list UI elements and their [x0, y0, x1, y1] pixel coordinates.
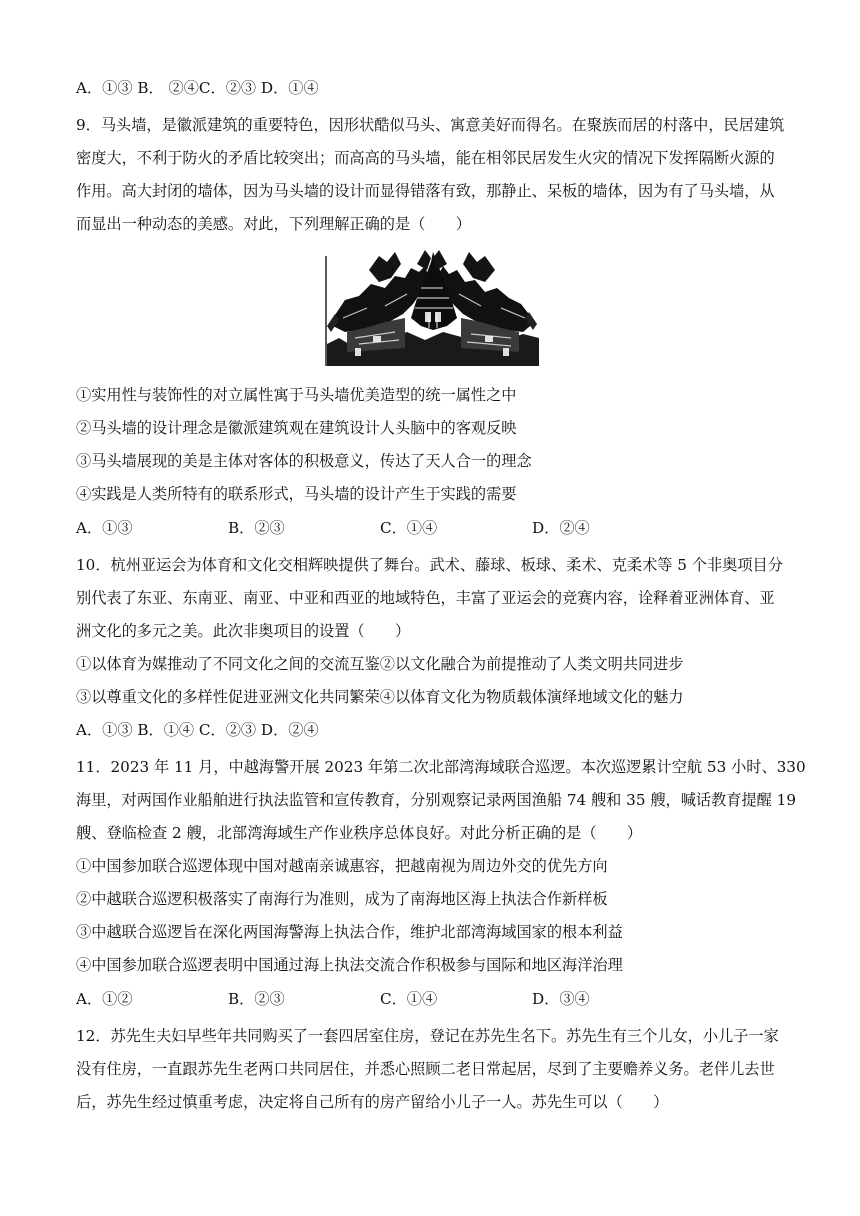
q11-option-b: B．②③ — [228, 990, 285, 1008]
q11-statement-2: ②中越联合巡逻积极落实了南海行为准则，成为了南海地区海上执法合作新样板 — [76, 890, 608, 908]
q11-statement-3: ③中越联合巡逻旨在深化两国海警海上执法合作，维护北部湾海域国家的根本利益 — [76, 923, 623, 941]
q9-statement-2: ②马头墙的设计理念是徽派建筑观在建筑设计人头脑中的客观反映 — [76, 419, 517, 437]
q10-options: A．①③ B．①④ C．②③ D．②④ — [76, 721, 319, 739]
q9-statement-3: ③马头墙展现的美是主体对客体的积极意义，传达了天人合一的理念 — [76, 452, 532, 470]
q9-options — [76, 518, 786, 538]
q11-stem-line-3: 艘、登临检查 2 艘，北部湾海域生产作业秩序总体良好。对此分析正确的是（ ） — [76, 824, 643, 842]
q9-stem-line-1: 9．马头墙，是徽派建筑的重要特色，因形状酷似马头、寓意美好而得名。在聚族而居的村落中，民居建筑 — [76, 116, 785, 134]
q10-stem-line-1: 10．杭州亚运会为体育和文化交相辉映提供了舞台。武术、藤球、板球、柔术、克柔术等 5 个非奥项目分 — [76, 556, 783, 574]
q11-statement-4: ④中国参加联合巡逻表明中国通过海上执法交流合作积极参与国际和地区海洋治理 — [76, 956, 623, 974]
q11-stem-line-2: 海里，对两国作业船舶进行执法监管和宣传教育，分别观察记录两国渔船 74 艘和 35 艘，喊话教育提醒 19 — [76, 791, 796, 809]
q9-stem-line-3: 作用。高大封闭的墙体，因为马头墙的设计而显得错落有致，那静止、呆板的墙体，因为有了马头墙，从 — [76, 182, 775, 200]
q12-stem-line-3: 后，苏先生经过慎重考虑，决定将自己所有的房产留给小儿子一人。苏先生可以（ ） — [76, 1093, 669, 1111]
q10-stem-line-3: 洲文化的多元之美。此次非奥项目的设置（ ） — [76, 622, 411, 640]
q12-stem-line-1: 12．苏先生夫妇早些年共同购买了一套四居室住房，登记在苏先生名下。苏先生有三个儿女，小儿子一家 — [76, 1027, 779, 1045]
q9-option-b: B．②③ — [228, 519, 285, 537]
horse-head-wall-figure — [325, 248, 539, 366]
q11-option-a: A．①② — [76, 990, 133, 1008]
q9-stem-line-4: 而显出一种动态的美感。对此，下列理解正确的是（ ） — [76, 215, 471, 233]
q9-option-a: A．①③ — [76, 519, 133, 537]
q11-options — [76, 989, 786, 1009]
q9-option-d: D．②④ — [532, 519, 590, 537]
q11-option-d: D．③④ — [532, 990, 590, 1008]
q8-options: A．①③ B． ②④C．②③ D．①④ — [76, 79, 319, 97]
q10-statement-1: ①以体育为媒推动了不同文化之间的交流互鉴②以文化融合为前提推动了人类文明共同进步 — [76, 655, 684, 673]
q9-option-c: C．①④ — [380, 519, 438, 537]
q9-stem-line-2: 密度大，不利于防火的矛盾比较突出；而高高的马头墙，能在相邻民居发生火灾的情况下发挥隔断火源的 — [76, 149, 775, 167]
q11-option-c: C．①④ — [380, 990, 438, 1008]
horse-head-wall-image — [325, 248, 539, 366]
q12-stem-line-2: 没有住房，一直跟苏先生老两口共同居住，并悉心照顾二老日常起居，尽到了主要赡养义务。老伴儿去世 — [76, 1060, 775, 1078]
q10-stem-line-2: 别代表了东亚、东南亚、南亚、中亚和西亚的地域特色，丰富了亚运会的竞赛内容，诠释着亚洲体育、亚 — [76, 589, 775, 607]
q11-statement-1: ①中国参加联合巡逻体现中国对越南亲诚惠容，把越南视为周边外交的优先方向 — [76, 857, 608, 875]
q11-stem-line-1: 11．2023 年 11 月，中越海警开展 2023 年第二次北部湾海域联合巡逻。本次巡逻累计空航 53 小时、330 — [76, 758, 806, 776]
q9-statement-4: ④实践是人类所特有的联系形式，马头墙的设计产生于实践的需要 — [76, 485, 517, 503]
q10-statement-2: ③以尊重文化的多样性促进亚洲文化共同繁荣④以体育文化为物质载体演绎地域文化的魅力 — [76, 688, 684, 706]
q9-statement-1: ①实用性与装饰性的对立属性寓于马头墙优美造型的统一属性之中 — [76, 386, 517, 404]
